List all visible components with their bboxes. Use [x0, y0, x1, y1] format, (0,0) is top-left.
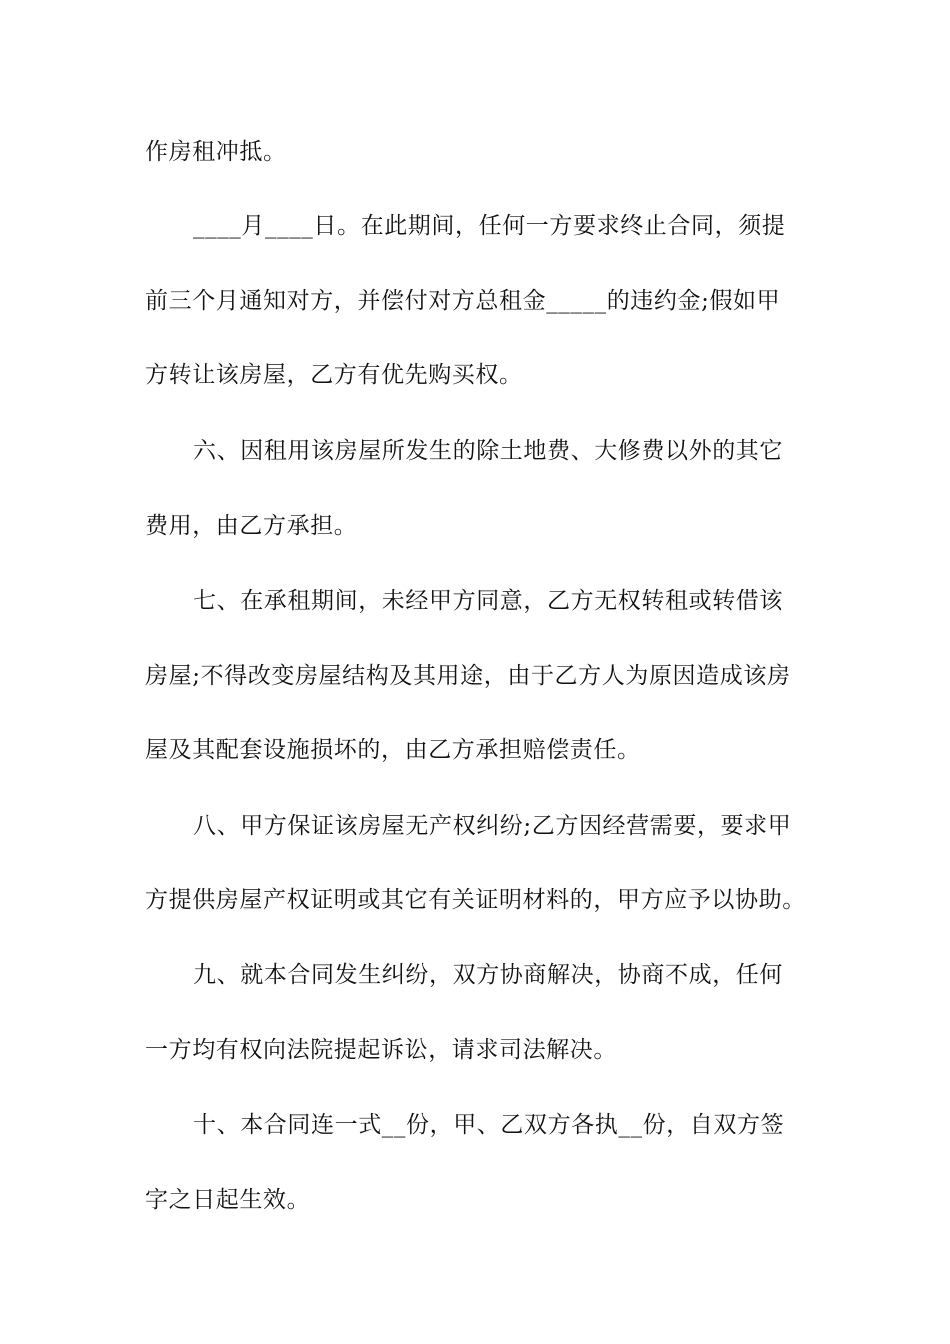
- text-line: 屋及其配套设施损坏的，由乙方承担赔偿责任。: [145, 737, 641, 763]
- text-line: 八、甲方保证该房屋无产权纠纷;乙方因经营需要，要求甲: [193, 813, 792, 839]
- text-line: 九、就本合同发生纠纷，双方协商解决，协商不成，任何: [193, 962, 783, 988]
- text-line: 前三个月通知对方，并偿付对方总租金_____的违约金;假如甲: [145, 288, 781, 314]
- text-line: 字之日起生效。: [145, 1187, 311, 1213]
- text-line: 方提供房屋产权证明或其它有关证明材料的，甲方应予以协助。: [145, 887, 806, 913]
- text-line: 七、在承租期间，未经甲方同意，乙方无权转租或转借该: [193, 588, 783, 614]
- text-line: 费用，由乙方承担。: [145, 513, 358, 539]
- text-line: 十、本合同连一式__份，甲、乙双方各执__份，自双方签: [193, 1112, 785, 1138]
- text-line: 一方均有权向法院提起诉讼，请求司法解决。: [145, 1037, 617, 1063]
- text-line: 作房租冲抵。: [145, 139, 287, 165]
- text-line: ____月____日。在此期间，任何一方要求终止合同，须提: [193, 213, 786, 239]
- text-line: 六、因租用该房屋所发生的除土地费、大修费以外的其它: [193, 438, 783, 464]
- text-line: 房屋;不得改变房屋结构及其用途，由于乙方人为原因造成该房: [145, 663, 791, 689]
- text-line: 方转让该房屋，乙方有优先购买权。: [145, 362, 523, 388]
